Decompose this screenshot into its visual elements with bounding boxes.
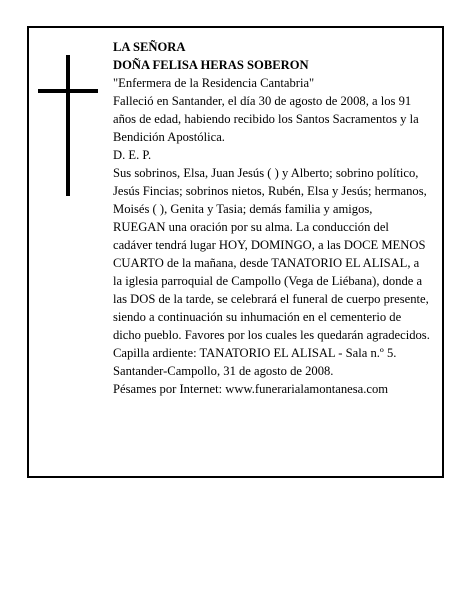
condolences-line: Pésames por Internet: www.funerarialamontanesa.com — [113, 382, 389, 396]
deceased-name: DOÑA FELISA HERAS SOBERON — [113, 58, 309, 72]
relatives-paragraph: Sus sobrinos, Elsa, Juan Jesús ( ) y Alberto; sobrino político, Jesús Fincias; sobrinos nietos, Rubén, Elsa y Jesús; hermanos, Moisés ( ), Genita y Tasia; demás familia y amigos, — [113, 166, 427, 216]
rip-line: D. E. P. — [113, 148, 152, 162]
funeral-details: RUEGAN una oración por su alma. La conducción del cadáver tendrá lugar HOY, DOMINGO, a las DOCE MENOS CUARTO de la mañana, desde TANATORIO EL ALISAL, a la iglesia parroquial de Campollo (Vega de Liébana), donde a las DOS de la tarde, se celebrará el funeral de cuerpo presente, siendo a continuación su inhumación en el cementerio de dicho pueblo. Favores por los cuales les quedarán agradecidos. — [113, 220, 430, 342]
cross-vertical-bar — [66, 55, 70, 196]
death-statement: Falleció en Santander, el día 30 de agosto de 2008, a los 91 años de edad, habiendo recibido los Santos Sacramentos y la Bendición Apostólica. — [113, 94, 419, 144]
place-date-line: Santander-Campollo, 31 de agosto de 2008. — [113, 364, 334, 378]
latin-cross-icon — [38, 55, 98, 196]
obituary-text — [113, 38, 431, 398]
cross-horizontal-bar — [38, 89, 98, 93]
title-line-1: LA SEÑORA — [113, 40, 186, 54]
chapel-line: Capilla ardiente: TANATORIO EL ALISAL - Sala n.º 5. — [113, 346, 397, 360]
deceased-role: "Enfermera de la Residencia Cantabria" — [113, 76, 315, 90]
